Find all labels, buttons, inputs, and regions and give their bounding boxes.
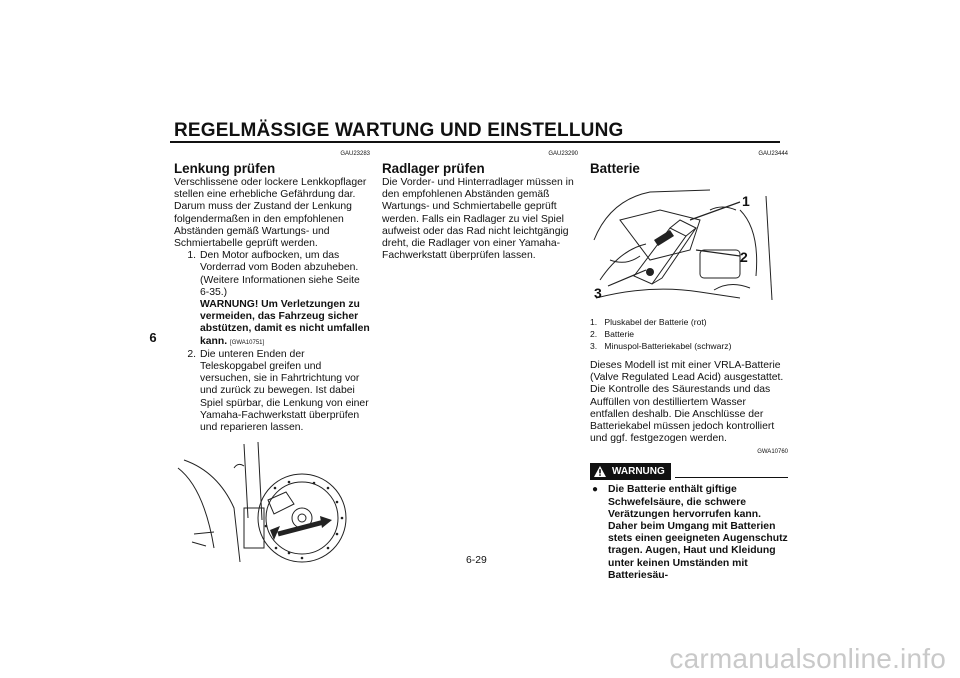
- warning-label: WARNUNG: [612, 465, 665, 477]
- warning-rule: [675, 477, 788, 478]
- legend-text: Batterie: [604, 329, 635, 339]
- column-battery: [590, 149, 788, 582]
- warning-triangle-icon: [594, 466, 606, 477]
- steering-steps: [174, 250, 370, 434]
- legend-text: Pluskabel der Batterie (rot): [604, 317, 707, 327]
- section-tab: 6: [149, 330, 157, 345]
- page-title: REGELMÄSSIGE WARTUNG UND EINSTELLUNG: [174, 120, 624, 141]
- heading-battery: Batterie: [590, 161, 640, 176]
- step-text: Den Motor aufbocken, um das Vorderrad vom Boden abzuheben. (Weitere Informationen siehe Seite 6-35.): [200, 250, 360, 298]
- step-text: Die unteren Enden der Teleskopgabel greifen und versuchen, sie in Fahrtrichtung vor und zurück zu bewegen. Ist dabei Spiel spürbar, die Lenkung von einer Yamaha-Fachwerkstatt überprüfen und reparieren lassen.: [200, 348, 369, 434]
- watermark: carmanualsonline.info: [669, 643, 946, 674]
- column-steering: [174, 149, 370, 566]
- header-rule: [170, 141, 780, 143]
- callout-3: 3: [594, 285, 602, 301]
- callout-1: 1: [742, 193, 750, 209]
- fork-illustration: [174, 438, 370, 566]
- warning-bullet-text: Die Batterie enthält giftige Schwefelsäure, die schwere Verätzungen hervorrufen kann. Daher beim Umgang mit Batterien stets einen geeigneten Augenschutz tragen. Augen, Haut und Kleidung unter keinen Umständen mit Batteriesäu-: [608, 484, 788, 581]
- list-item: [174, 250, 370, 349]
- step-body: [200, 250, 370, 349]
- doc-code: GAU23444: [758, 151, 788, 157]
- steering-intro: Verschlissene oder lockere Lenkkopflager stellen eine erhebliche Gefährdung dar. Darum muss der Zustand der Lenkung folgendermaßen in den empfohlenen Abständen gemäß Wartungs- und Schmiertabelle geprüft werden.: [174, 177, 367, 250]
- warning-badge: [590, 463, 671, 480]
- callout-2: 2: [740, 249, 748, 265]
- list-item: [590, 340, 788, 352]
- battery-legend: [590, 316, 788, 352]
- legend-number: 3.: [590, 341, 598, 351]
- warning-code: [GWA10751]: [230, 339, 265, 346]
- bullet-icon: ●: [592, 484, 599, 496]
- list-item: [590, 316, 788, 328]
- step-warning: WARNUNG! Um Verletzungen zu vermeiden, das Fahrzeug sicher abstützen, damit es nicht umfallen kann.: [200, 299, 370, 347]
- step-number: 1.: [187, 250, 196, 262]
- legend-text: Minuspol-Batteriekabel (schwarz): [604, 341, 732, 351]
- heading-wheel-bearings: Radlager prüfen: [382, 161, 485, 176]
- legend-number: 1.: [590, 317, 598, 327]
- doc-code: GAU23283: [340, 151, 370, 157]
- step-number: 2.: [187, 348, 196, 360]
- doc-code: GAU23290: [548, 151, 578, 157]
- battery-body: Dieses Modell ist mit einer VRLA-Batterie (Valve Regulated Lead Acid) ausgestattet. Die Kontrolle des Säurestands und das Auffüllen von destilliertem Wasser entfallen deshalb. Die Anschlüsse der Batteriekabel müssen jedoch kontrolliert und ggf. festgezogen werden.: [590, 360, 784, 445]
- wheel-bearings-body: Die Vorder- und Hinterradlager müssen in den empfohlenen Abständen gemäß Wartungs- und Schmiertabelle geprüft werden. Falls ein Radlager zu viel Spiel aufweist oder das Rad nicht leichtgängig dreht, die Radlager von einer Yamaha-Fachwerkstatt überprüfen lassen.: [382, 177, 574, 262]
- column-wheel-bearings: [382, 149, 578, 262]
- list-item: [590, 484, 788, 582]
- heading-steering: Lenkung prüfen: [174, 161, 276, 176]
- battery-illustration: [590, 180, 780, 312]
- legend-number: 2.: [590, 329, 598, 339]
- page-number: 6-29: [466, 555, 487, 566]
- list-item: [590, 328, 788, 340]
- warning-header: [590, 463, 788, 480]
- doc-code: GWA10760: [757, 449, 788, 456]
- list-item: [174, 349, 370, 434]
